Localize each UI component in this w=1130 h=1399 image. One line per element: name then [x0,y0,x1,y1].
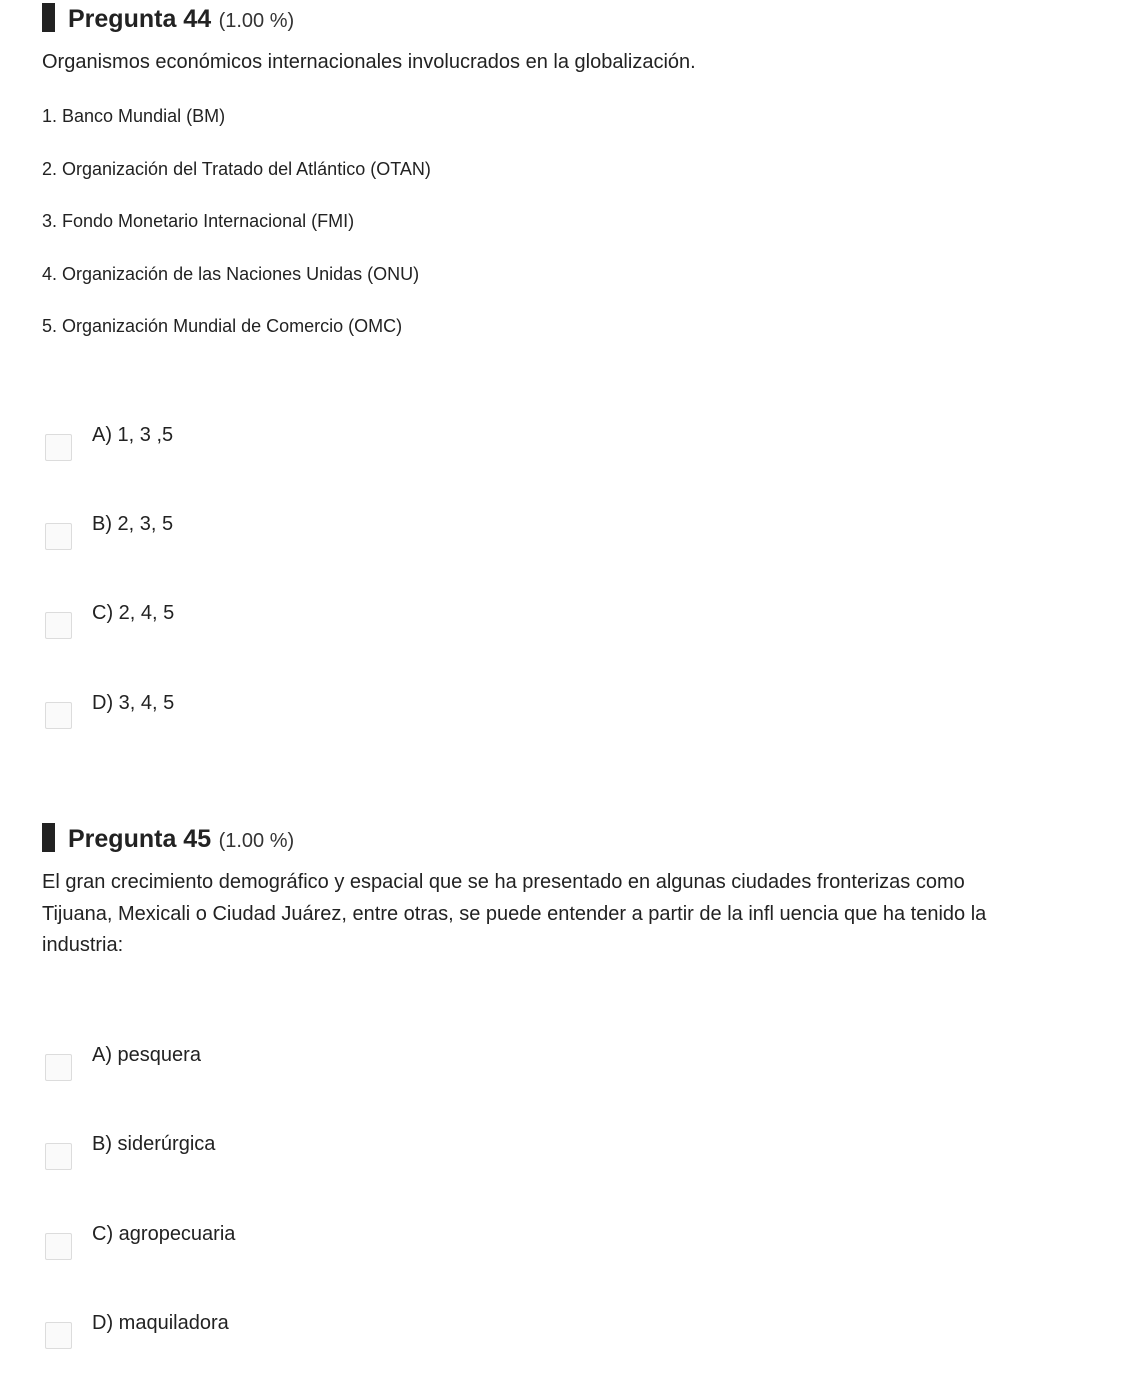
option-checkbox[interactable] [45,612,72,639]
option-label[interactable]: A) pesquera [92,1044,201,1066]
option-checkbox[interactable] [45,1233,72,1260]
question-weight: (1.00 %) [218,10,295,32]
option-label[interactable]: A) 1, 3 ,5 [92,424,174,446]
option-label[interactable]: B) 2, 3, 5 [92,513,174,535]
question-number: Pregunta 44 [68,5,212,33]
question-title [68,824,294,858]
question-weight: (1.00 %) [218,830,295,852]
answer-option-d[interactable] [45,1310,445,1350]
list-item: 4. Organización de las Naciones Unidas (ONU) [42,264,420,284]
prompt-line: industria: [42,934,124,956]
answer-option-d[interactable] [45,690,445,730]
option-label[interactable]: C) 2, 4, 5 [92,602,175,624]
option-label[interactable]: D) 3, 4, 5 [92,692,175,714]
answer-option-a[interactable] [45,1042,445,1082]
option-checkbox[interactable] [45,1054,72,1081]
option-checkbox[interactable] [45,1143,72,1170]
question-title [68,4,294,38]
question-header [42,820,1082,853]
list-item: 3. Fondo Monetario Internacional (FMI) [42,211,355,231]
list-item: 5. Organización Mundial de Comercio (OMC) [42,316,403,336]
question-header [42,0,1082,33]
question-45 [42,820,1082,1390]
answer-option-b[interactable] [45,1131,445,1171]
question-prompt [42,867,986,962]
option-checkbox[interactable] [45,1322,72,1349]
question-number: Pregunta 45 [68,825,212,853]
answer-option-b[interactable] [45,511,445,551]
answer-option-a[interactable] [45,422,445,462]
question-marker-bar [42,3,55,32]
option-label[interactable]: B) siderúrgica [92,1133,216,1155]
option-checkbox[interactable] [45,523,72,550]
list-item: 1. Banco Mundial (BM) [42,106,226,126]
question-prompt: Organismos económicos internacionales involucrados en la globalización. [42,51,696,73]
answer-option-c[interactable] [45,1221,445,1261]
prompt-line: Tijuana, Mexicali o Ciudad Juárez, entre otras, se puede entender a partir de la infl uencia que ha tenido la [42,902,987,925]
prompt-line: El gran crecimiento demográfico y espacial que se ha presentado en algunas ciudades fronterizas como [42,871,965,893]
option-label[interactable]: D) maquiladora [92,1312,229,1334]
question-marker-bar [42,823,55,852]
option-checkbox[interactable] [45,434,72,461]
option-label[interactable]: C) agropecuaria [92,1223,236,1245]
option-checkbox[interactable] [45,702,72,729]
list-item: 2. Organización del Tratado del Atlántico (OTAN) [42,159,431,179]
answer-option-c[interactable] [45,600,445,640]
question-44 [42,0,1082,740]
